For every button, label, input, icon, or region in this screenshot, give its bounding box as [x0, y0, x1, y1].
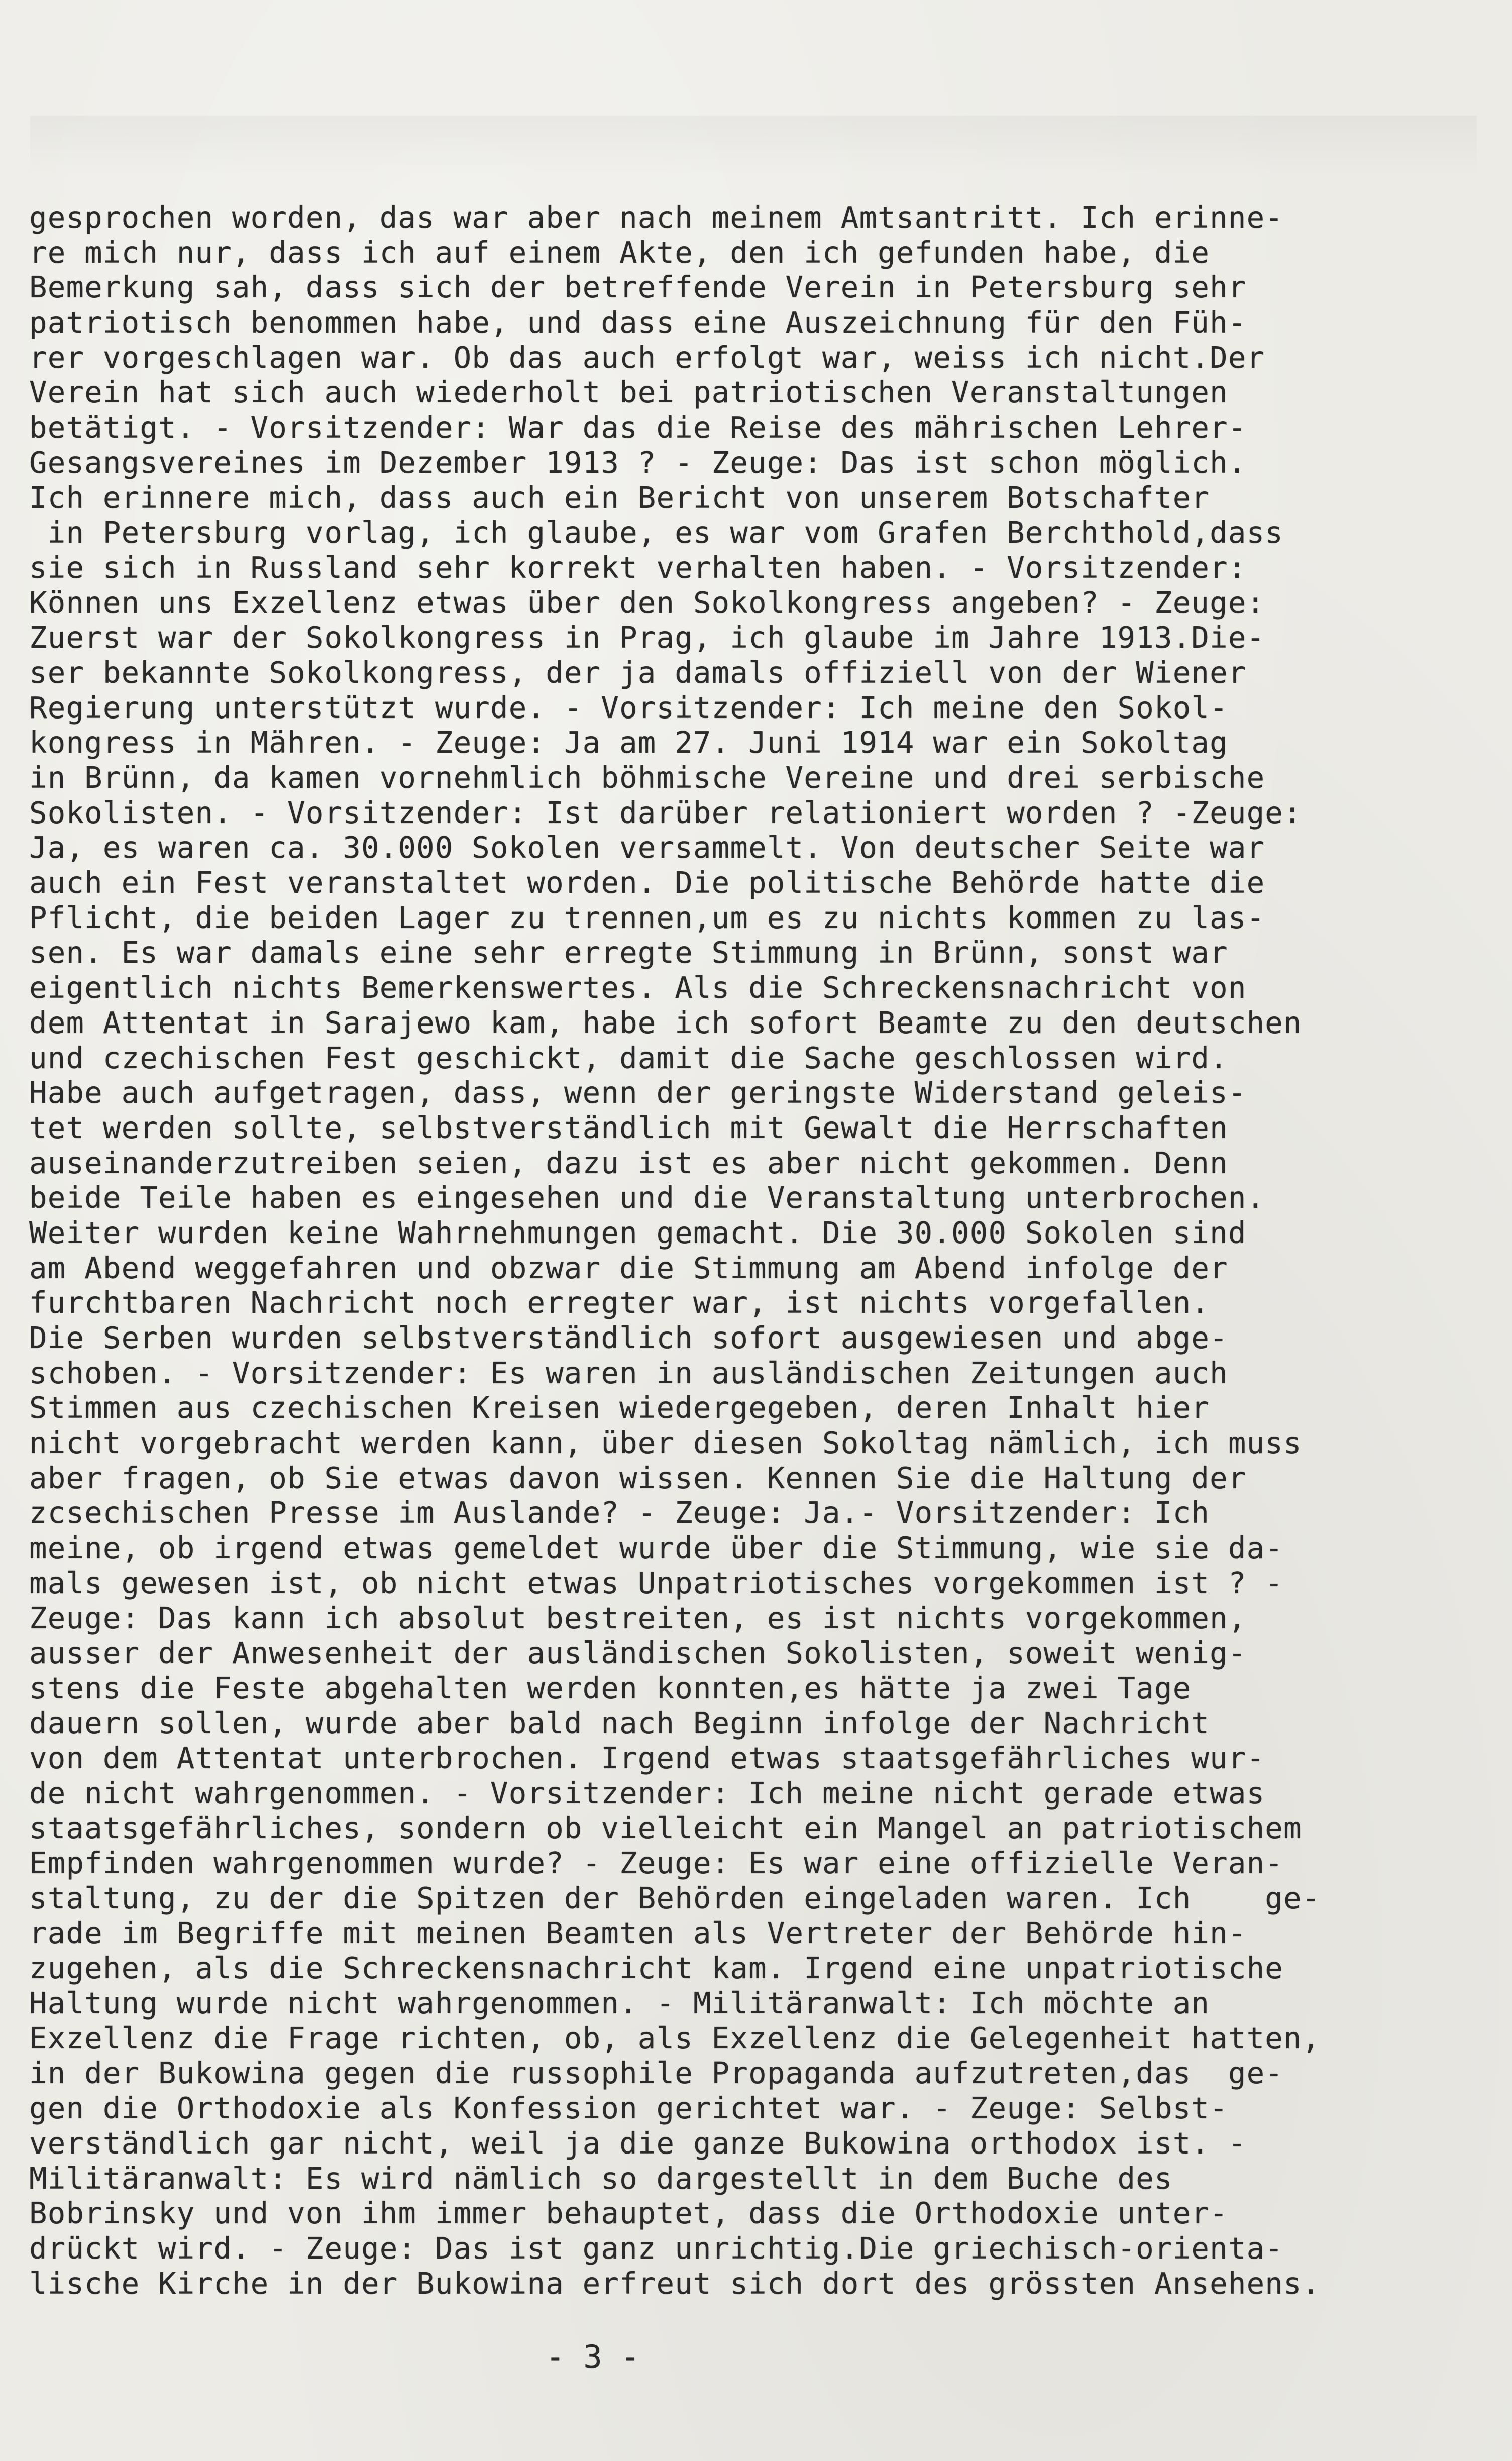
faded-show-through-text	[30, 116, 1477, 176]
text-line: staltung, zu der die Spitzen der Behörden eingeladen waren. Ich ge-	[29, 1881, 1321, 1915]
text-line: Regierung unterstützt wurde. - Vorsitzender: Ich meine den Sokol-	[29, 690, 1228, 725]
text-line: Haltung wurde nicht wahrgenommen. - Militäranwalt: Ich möchte an	[29, 1986, 1210, 2021]
text-line: nicht vorgebracht werden kann, über diesen Sokoltag nämlich, ich muss	[29, 1425, 1302, 1461]
text-line: und czechischen Fest geschickt, damit die Sache geschlossen wird.	[29, 1040, 1228, 1075]
text-line: dem Attentat in Sarajewo kam, habe ich sofort Beamte zu den deutschen	[29, 1005, 1302, 1040]
text-line: am Abend weggefahren und obzwar die Stimmung am Abend infolge der	[29, 1250, 1228, 1285]
text-line: Empfinden wahrgenommen wurde? - Zeuge: Es war eine offizielle Veran-	[29, 1845, 1284, 1881]
text-line: Pflicht, die beiden Lager zu trennen,um es zu nichts kommen zu las-	[29, 900, 1265, 935]
text-line: ausser der Anwesenheit der ausländischen Sokolisten, soweit wenig-	[29, 1635, 1247, 1671]
text-line: Ja, es waren ca. 30.000 Sokolen versammelt. Von deutscher Seite war	[29, 830, 1265, 865]
text-line: de nicht wahrgenommen. - Vorsitzender: Ich meine nicht gerade etwas	[29, 1775, 1265, 1810]
text-line: auch ein Fest veranstaltet worden. Die politische Behörde hatte die	[29, 865, 1265, 900]
text-line: verständlich gar nicht, weil ja die ganze Bukowina orthodox ist. -	[29, 2125, 1247, 2161]
text-line: Stimmen aus czechischen Kreisen wiedergegeben, deren Inhalt hier	[29, 1390, 1210, 1425]
page-number: - 3 -	[546, 2338, 640, 2375]
text-line: zugehen, als die Schreckensnachricht kam. Irgend eine unpatriotische	[29, 1951, 1284, 1986]
text-line: in der Bukowina gegen die russophile Propaganda aufzutreten,das ge-	[29, 2056, 1284, 2091]
text-line: gesprochen worden, das war aber nach meinem Amtsantritt. Ich erinne-	[29, 200, 1284, 235]
text-line: gen die Orthodoxie als Konfession gerichtet war. - Zeuge: Selbst-	[29, 2091, 1228, 2126]
text-line: zcsechischen Presse im Auslande? - Zeuge: Ja.- Vorsitzender: Ich	[29, 1495, 1210, 1530]
text-line: Sokolisten. - Vorsitzender: Ist darüber relationiert worden ? -Zeuge:	[29, 795, 1302, 830]
text-line: Militäranwalt: Es wird nämlich so dargestellt in dem Buche des	[29, 2161, 1173, 2196]
text-line: Ich erinnere mich, dass auch ein Bericht von unserem Botschafter	[29, 480, 1210, 515]
text-line: von dem Attentat unterbrochen. Irgend etwas staatsgefährliches wur-	[29, 1740, 1265, 1776]
text-line: Habe auch aufgetragen, dass, wenn der geringste Widerstand geleis-	[29, 1075, 1247, 1110]
text-line: re mich nur, dass ich auf einem Akte, den ich gefunden habe, die	[29, 235, 1210, 270]
text-line: Die Serben wurden selbstverständlich sofort ausgewiesen und abge-	[29, 1320, 1228, 1355]
text-line: lische Kirche in der Bukowina erfreut sich dort des grössten Ansehens.	[29, 2266, 1321, 2301]
typewritten-body-text	[29, 200, 1496, 2301]
text-line: meine, ob irgend etwas gemeldet wurde über die Stimmung, wie sie da-	[29, 1530, 1284, 1566]
text-line: Exzellenz die Frage richten, ob, als Exzellenz die Gelegenheit hatten,	[29, 2020, 1321, 2056]
text-line: kongress in Mähren. - Zeuge: Ja am 27. Juni 1914 war ein Sokoltag	[29, 725, 1228, 760]
text-line: in Petersburg vorlag, ich glaube, es war vom Grafen Berchthold,dass	[29, 515, 1284, 550]
text-line: sie sich in Russland sehr korrekt verhalten haben. - Vorsitzender:	[29, 550, 1247, 585]
text-line: beide Teile haben es eingesehen und die Veranstaltung unterbrochen.	[29, 1180, 1265, 1215]
text-line: Bemerkung sah, dass sich der betreffende Verein in Petersburg sehr	[29, 270, 1247, 305]
text-line: staatsgefährliches, sondern ob vielleicht ein Mangel an patriotischem	[29, 1810, 1302, 1845]
text-line: sen. Es war damals eine sehr erregte Stimmung in Brünn, sonst war	[29, 935, 1228, 970]
text-line: stens die Feste abgehalten werden konnten,es hätte ja zwei Tage	[29, 1670, 1192, 1705]
text-line: Gesangsvereines im Dezember 1913 ? - Zeuge: Das ist schon möglich.	[29, 445, 1247, 480]
text-line: Weiter wurden keine Wahrnehmungen gemacht. Die 30.000 Sokolen sind	[29, 1215, 1247, 1250]
text-line: eigentlich nichts Bemerkenswertes. Als die Schreckensnachricht von	[29, 970, 1247, 1005]
text-line: aber fragen, ob Sie etwas davon wissen. Kennen Sie die Haltung der	[29, 1460, 1247, 1495]
text-line: in Brünn, da kamen vornehmlich böhmische Vereine und drei serbische	[29, 760, 1265, 795]
text-line: Zuerst war der Sokolkongress in Prag, ich glaube im Jahre 1913.Die-	[29, 620, 1265, 655]
text-line: furchtbaren Nachricht noch erregter war, ist nichts vorgefallen.	[29, 1285, 1210, 1320]
text-line: auseinanderzutreiben seien, dazu ist es aber nicht gekommen. Denn	[29, 1145, 1228, 1180]
text-line: tet werden sollte, selbstverständlich mit Gewalt die Herrschaften	[29, 1110, 1228, 1145]
text-line: rer vorgeschlagen war. Ob das auch erfolgt war, weiss ich nicht.Der	[29, 340, 1265, 375]
text-line: Können uns Exzellenz etwas über den Sokolkongress angeben? - Zeuge:	[29, 585, 1265, 620]
text-line: Bobrinsky und von ihm immer behauptet, dass die Orthodoxie unter-	[29, 2196, 1228, 2231]
text-line: dauern sollen, wurde aber bald nach Beginn infolge der Nachricht	[29, 1705, 1210, 1740]
text-line: patriotisch benommen habe, und dass eine Auszeichnung für den Füh-	[29, 305, 1247, 340]
text-line: rade im Begriffe mit meinen Beamten als Vertreter der Behörde hin-	[29, 1915, 1247, 1951]
text-line: schoben. - Vorsitzender: Es waren in ausländischen Zeitungen auch	[29, 1355, 1228, 1390]
text-line: drückt wird. - Zeuge: Das ist ganz unrichtig.Die griechisch-orienta-	[29, 2230, 1284, 2266]
text-line: betätigt. - Vorsitzender: War das die Reise des mährischen Lehrer-	[29, 410, 1247, 445]
text-line: ser bekannte Sokolkongress, der ja damals offiziell von der Wiener	[29, 655, 1247, 690]
text-line: Verein hat sich auch wiederholt bei patriotischen Veranstaltungen	[29, 375, 1228, 410]
text-line: Zeuge: Das kann ich absolut bestreiten, es ist nichts vorgekommen,	[29, 1600, 1247, 1635]
text-line: mals gewesen ist, ob nicht etwas Unpatriotisches vorgekommen ist ? -	[29, 1565, 1284, 1600]
